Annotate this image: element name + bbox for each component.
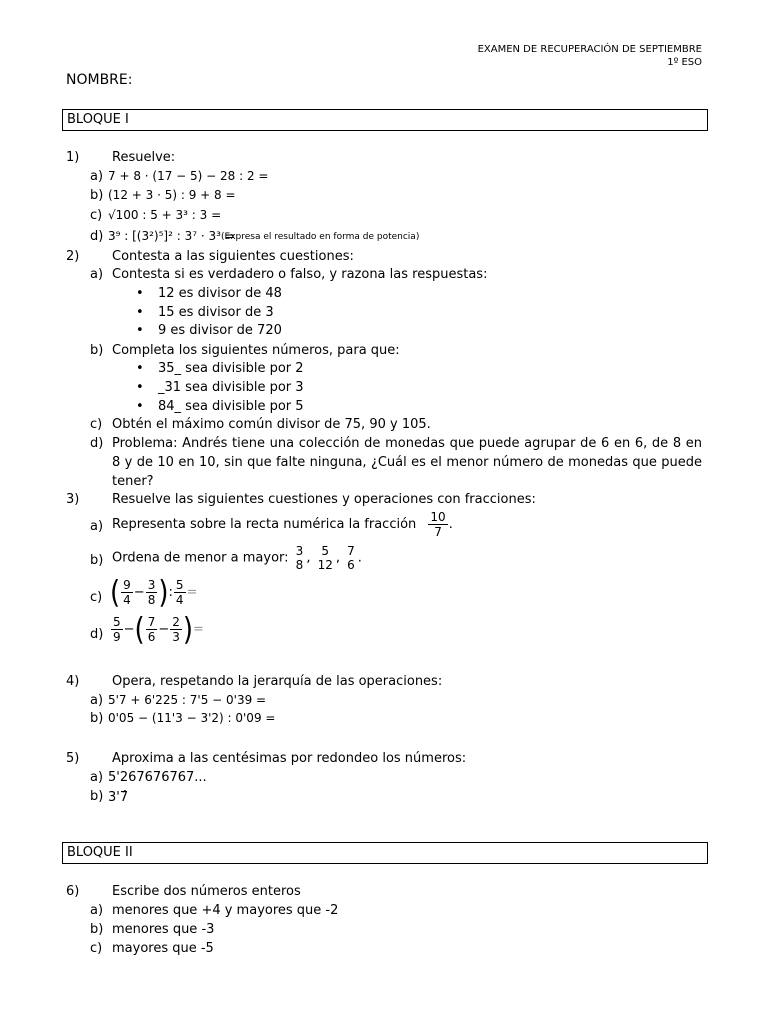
fraction — [121, 578, 133, 607]
q6c-text: mayores que -5 — [112, 941, 214, 956]
fraction — [146, 578, 158, 607]
q3b-row: Ordena de menor a mayor: 3 8 , 5 12 , 7 6 . — [112, 544, 362, 572]
block-2-title: BLOQUE II — [67, 845, 133, 860]
q1d-expression: 3⁹ : [(3²)⁵]² : 3⁷ · 3³ = — [108, 229, 235, 243]
q3b-fraction-3 — [345, 544, 357, 572]
q3d-expression: $\frac{5}{9}$ −( $\frac{7}{6}$ − $\frac{2}{3}$ )= — [113, 611, 204, 648]
q3c-expression: ( $\frac{9}{4}$ − $\frac{3}{8}$ ): $\frac{5}{4}$ = — [110, 574, 198, 611]
q1b-label: b) — [90, 188, 104, 203]
q3-number: 3) — [66, 492, 80, 507]
denominator: 4 — [175, 593, 184, 607]
q2a-item-3: 9 es divisor de 720 — [158, 323, 282, 338]
q1d-note: (Expresa el resultado en forma de potencia) — [221, 232, 420, 242]
q5b-number: 3'7̂ — [108, 790, 129, 805]
q1a-expression: 7 + 8 · (17 − 5) − 28 : 2 = — [108, 169, 269, 183]
numerator: 3 — [295, 544, 304, 558]
numerator: 9 — [123, 578, 131, 592]
numerator: 7 — [347, 544, 355, 558]
q3b-text: Ordena de menor a mayor: — [112, 550, 289, 566]
q2b-label: b) — [90, 343, 104, 358]
q4a-expression: 5'7 + 6'225 : 7'5 − 0'39 = — [108, 693, 267, 707]
q6c-label: c) — [90, 941, 103, 956]
q5-number: 5) — [66, 751, 80, 766]
q3a-fraction — [428, 510, 447, 539]
q5a-number: 5'267676767... — [108, 770, 207, 785]
block-2-box — [62, 842, 708, 864]
numerator: 5 — [175, 578, 184, 592]
q3a-row: Representa sobre la recta numérica la fracción $\frac{10}{7}$ . — [112, 510, 453, 539]
q6-title: Escribe dos números enteros — [112, 884, 301, 899]
fraction — [170, 615, 182, 644]
q5-title: Aproxima a las centésimas por redondeo los números: — [112, 751, 467, 766]
denominator: 6 — [347, 558, 355, 572]
q1b-expression: (12 + 3 · 5) : 9 + 8 = — [108, 188, 236, 202]
q2d-label: d) — [90, 436, 104, 451]
q3c-label: c) — [90, 590, 103, 605]
q2b-text: Completa los siguientes números, para que: — [112, 343, 400, 358]
q2-title: Contesta a las siguientes cuestiones: — [112, 249, 354, 264]
q4a-label: a) — [90, 693, 104, 708]
q3a-text: Representa sobre la recta numérica la fracción — [112, 517, 417, 532]
q4-number: 4) — [66, 674, 80, 689]
q1d-label: d) — [90, 229, 104, 244]
bullet: • — [136, 399, 144, 414]
q2c-label: c) — [90, 417, 103, 432]
fraction — [146, 615, 158, 644]
numerator: 3 — [147, 578, 156, 592]
fraction — [174, 578, 186, 607]
bullet: • — [136, 323, 144, 338]
bullet: • — [136, 286, 144, 301]
denominator: 6 — [147, 630, 156, 644]
q3b-fraction-2 — [316, 544, 335, 572]
course-label: 1º ESO — [667, 57, 702, 68]
numerator: 7 — [147, 615, 156, 629]
q3d-label: d) — [90, 627, 104, 642]
denominator: 3 — [172, 630, 180, 644]
q2a-item-2: 15 es divisor de 3 — [158, 305, 274, 320]
q4b-expression: 0'05 − (11'3 − 3'2) : 0'09 = — [108, 711, 276, 725]
block-1-box — [62, 109, 708, 131]
name-label: NOMBRE: — [66, 72, 133, 88]
q3a-label: a) — [90, 519, 104, 534]
q2a-label: a) — [90, 267, 104, 282]
denominator: 9 — [113, 630, 121, 644]
denominator: 8 — [295, 558, 304, 572]
bullet: • — [136, 305, 144, 320]
fraction — [111, 615, 123, 644]
exam-title: EXAMEN DE RECUPERACIÓN DE SEPTIEMBRE — [477, 44, 702, 55]
q1a-label: a) — [90, 169, 104, 184]
q2d-problem-text: Problema: Andrés tiene una colección de monedas que puede agrupar de 6 en 6, de 8 en 8 y de 10 en 10, sin que falte ninguna, ¿Cuál es el menor número de monedas que puede tener? — [112, 436, 702, 489]
q5a-label: a) — [90, 770, 104, 785]
numerator: 2 — [172, 615, 180, 629]
q1c-label: c) — [90, 208, 103, 223]
q2-number: 2) — [66, 249, 80, 264]
bullet: • — [136, 361, 144, 376]
denominator: 7 — [434, 525, 442, 539]
q2a-text: Contesta si es verdadero o falso, y razona las respuestas: — [112, 267, 488, 282]
q2b-item-1: 35_ sea divisible por 2 — [158, 361, 304, 376]
q2a-item-1: 12 es divisor de 48 — [158, 286, 282, 301]
q5b-label: b) — [90, 789, 104, 804]
block-1-title: BLOQUE I — [67, 112, 129, 127]
q2c-text: Obtén el máximo común divisor de 75, 90 y 105. — [112, 417, 431, 432]
numerator: 5 — [321, 544, 330, 558]
q4b-label: b) — [90, 711, 104, 726]
q3b-label: b) — [90, 553, 104, 568]
q6a-label: a) — [90, 903, 104, 918]
q3b-fraction-1 — [294, 544, 306, 572]
q4-title: Opera, respetando la jerarquía de las operaciones: — [112, 674, 443, 689]
q6-number: 6) — [66, 884, 80, 899]
q1-number: 1) — [66, 150, 80, 165]
numerator: 5 — [113, 615, 121, 629]
q2b-item-2: _31 sea divisible por 3 — [158, 380, 304, 395]
numerator: 10 — [430, 510, 446, 524]
q6b-label: b) — [90, 922, 104, 937]
q1c-expression: √100 : 5 + 3³ : 3 = — [108, 208, 222, 222]
denominator: 12 — [317, 558, 333, 572]
q6a-text: menores que +4 y mayores que -2 — [112, 903, 339, 918]
q2b-item-3: 84_ sea divisible por 5 — [158, 399, 304, 414]
denominator: 4 — [123, 593, 131, 607]
bullet: • — [136, 380, 144, 395]
q1-title: Resuelve: — [112, 150, 176, 165]
denominator: 8 — [147, 593, 156, 607]
q3-title: Resuelve las siguientes cuestiones y operaciones con fracciones: — [112, 492, 536, 507]
q6b-text: menores que -3 — [112, 922, 215, 937]
